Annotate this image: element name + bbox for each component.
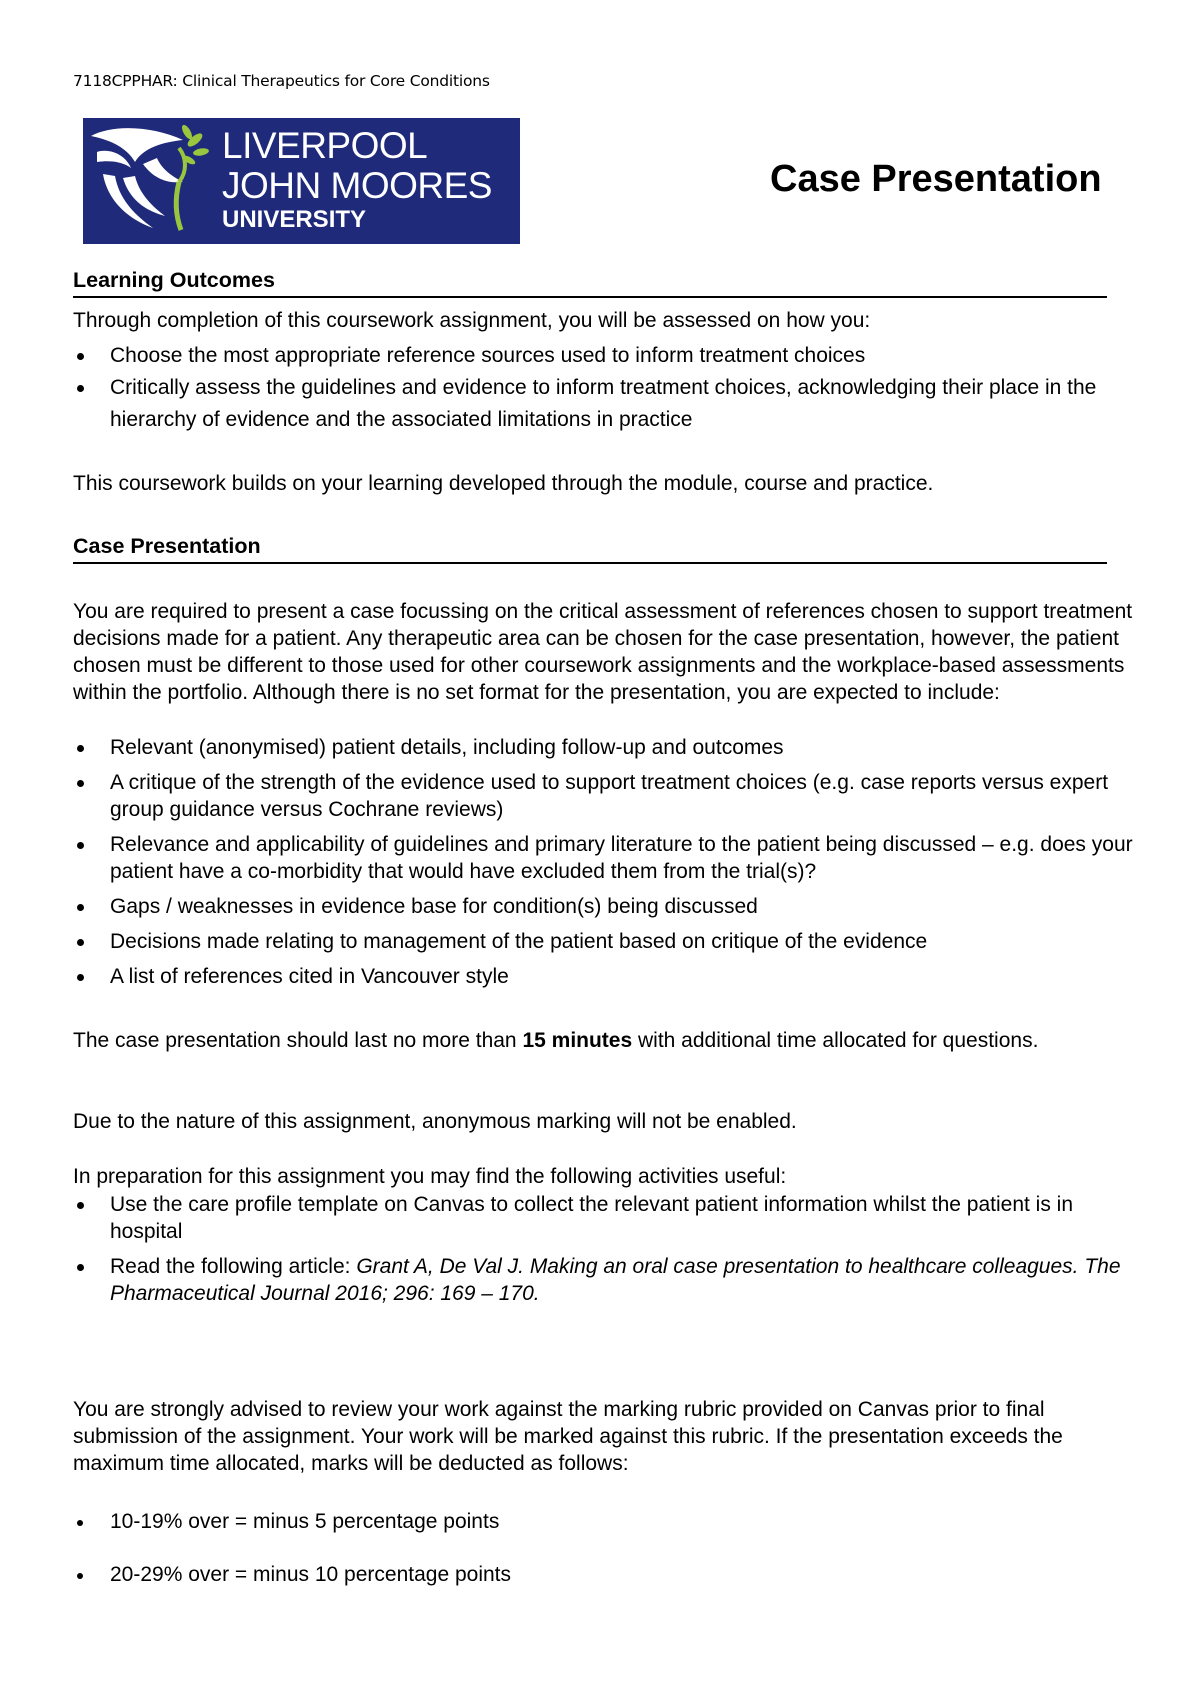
learning-outcomes-closing: This coursework builds on your learning developed through the module, course and practice.: [73, 472, 934, 495]
learning-outcomes-intro: Through completion of this coursework assignment, you will be assessed on how you:: [73, 309, 871, 332]
rubric-paragraph: You are strongly advised to review your work against the marking rubric provided on Canvas prior to final submission of the assignment. Your work will be marked against this rubric. If the presentation exceeds the maximum time allocated, marks will be deducted as follows:: [73, 1398, 1063, 1475]
list-item: Use the care profile template on Canvas to collect the relevant patient information whilst the patient is in hospital: [73, 1191, 1143, 1245]
duration-paragraph: The case presentation should last no more than 15 minutes with additional time allocated for questions.: [73, 1029, 1039, 1052]
list-item: Choose the most appropriate reference sources used to inform treatment choices: [73, 340, 1143, 372]
logo-text-line1: LIVERPOOL: [222, 125, 428, 166]
page-title: Case Presentation: [770, 158, 1102, 200]
list-item: 20-29% over = minus 10 percentage points: [73, 1561, 1143, 1588]
case-presentation-heading: Case Presentation: [73, 534, 1107, 564]
preparation-list: [73, 1191, 1143, 1307]
list-item: Relevant (anonymised) patient details, including follow-up and outcomes: [73, 734, 1143, 761]
case-presentation-intro: You are required to present a case focussing on the critical assessment of references chosen to support treatment decisions made for a patient. Any therapeutic area can be chosen for the case presentation, however, the patient chosen must be different to those used for other coursework assignments and the workplace-based assessments within the portfolio. Although there is no set format for the presentation, you are expected to include:: [73, 600, 1133, 704]
learning-outcomes-heading: Learning Outcomes: [73, 268, 1107, 298]
deductions-list: [73, 1508, 1143, 1588]
logo-text-line2: JOHN MOORES: [222, 165, 492, 206]
preparation-intro: In preparation for this assignment you may find the following activities useful:: [73, 1165, 787, 1188]
list-item: Gaps / weaknesses in evidence base for condition(s) being discussed: [73, 893, 1143, 920]
duration-emphasis: 15 minutes: [522, 1029, 633, 1052]
list-item: Read the following article: Grant A, De Val J. Making an oral case presentation to healthcare colleagues. The Pharmaceutical Journal 2016; 296: 169 – 170.: [73, 1253, 1143, 1307]
learning-outcomes-list: [73, 340, 1143, 436]
list-item: A list of references cited in Vancouver style: [73, 963, 1143, 990]
case-presentation-requirements: [73, 734, 1143, 990]
logo-text-line3: UNIVERSITY: [222, 206, 367, 233]
article-reference: Grant A, De Val J. Making an oral case presentation to healthcare colleagues. The Pharmaceutical Journal 2016; 296: 169 – 170.: [110, 1255, 1121, 1305]
list-item: Critically assess the guidelines and evidence to inform treatment choices, acknowledging their place in the hierarchy of evidence and the associated limitations in practice: [73, 372, 1143, 436]
university-logo: [83, 118, 520, 244]
anonymous-marking-note: Due to the nature of this assignment, anonymous marking will not be enabled.: [73, 1110, 797, 1133]
list-item: A critique of the strength of the evidence used to support treatment choices (e.g. case reports versus expert group guidance versus Cochrane reviews): [73, 769, 1143, 823]
liver-bird-emblem-icon: [83, 118, 223, 244]
list-item: Relevance and applicability of guidelines and primary literature to the patient being discussed – e.g. does your patient have a co-morbidity that would have excluded them from the trial(s)?: [73, 831, 1143, 885]
list-item: 10-19% over = minus 5 percentage points: [73, 1508, 1143, 1535]
running-header: 7118CPPHAR: Clinical Therapeutics for Core Conditions: [73, 72, 490, 90]
list-item: Decisions made relating to management of the patient based on critique of the evidence: [73, 928, 1143, 955]
